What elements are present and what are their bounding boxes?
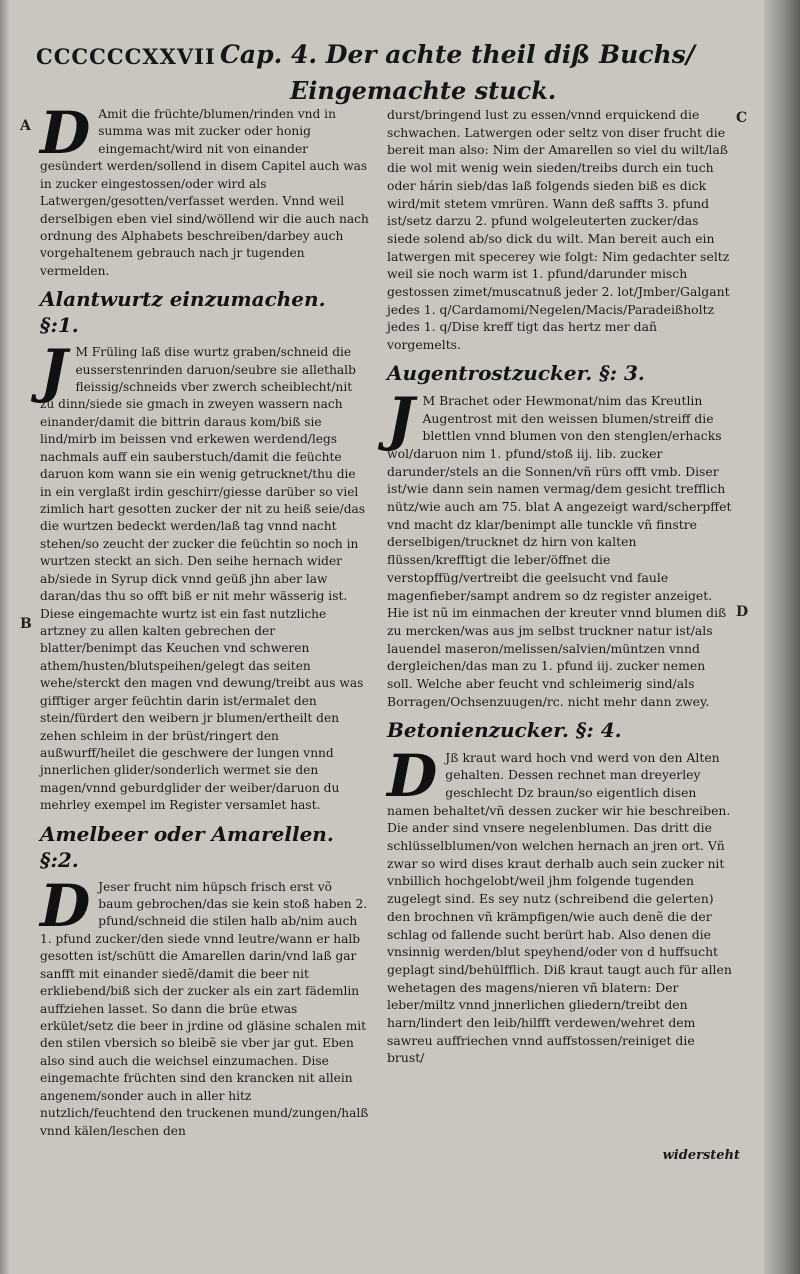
margin-mark-d: D [736, 604, 749, 620]
section-1-paragraph [40, 337, 370, 814]
margin-mark-b: B [20, 616, 32, 632]
page-left-edge [0, 0, 10, 1274]
section-2-text: Jeser frucht nim hüpsch frisch erst võ baum gebrochen/das sie kein stoß haben 2. pfund/schneid die stilen halb ab/nim auch 1. pfund zucker/den siede vnnd leutre/wann er halb gesotten ist/schütt die Amarellen darin/vnd laß gar sanfft mit einander siedẽ/damit die beer nit erkliebend/biß sich der zucker als ein zart fädemlin auffziehen lasset. So dann die brüe etwas erkület/setz die beer in jrdine od gläsine schalen mit den stilen vbersich so bleibẽ sie vber jar gut. Eben also sind auch die weichsel einzumachen. Dise eingemachte früchten sind den krancken nit allein angenem/sonder auch in aller hitz nutzlich/feuchtend den truckenen mund/zungen/halß vnnd kälen/leschen den [40, 879, 369, 1138]
section-heading-3: Augentrostzucker. §: 3. [387, 360, 645, 385]
chapter-subtitle: Eingemachte stuck. [290, 76, 557, 105]
drop-initial: D [387, 741, 438, 810]
intro-text: Amit die früchte/blumen/rinden vnd in summa was mit zucker oder honig eingemacht/wird nit von einander gesündert werden/sollend in disem Capitel auch was in zucker eingestossen/oder wird als Latwergen/gesotten/verfasset werden. Vnnd weil derselbigen eben viel sind/wöllend wir die auch nach ordnung des Alphabets beschreiben/darbey auch vorgehaltenem gebrauch nach jr tugenden vermelden. [40, 107, 369, 278]
drop-initial: D [40, 99, 91, 167]
left-column [40, 99, 370, 1140]
section-4-text: Jß kraut ward hoch vnd werd von den Alten gehalten. Dessen rechnet man dreyerley geschlecht Dz braun/so eigentlich disen namen behaltet/vñ dessen zucker wir hie beschreiben. Die ander sind vnsere negelenblumen. Das dritt die schlüsselblumen/von welchen hernach an jren ort. Vñ zwar so wird dises kraut derhalb auch sein zucker nit vnbillich hochgelobt/weil jhm folgende tugenden zugelegt sind. Es sey nutz (schreibend die gelerten) den brochnen vñ krämpfigen/wie auch denẽ die der schlag od fallende sucht berürt hab. Also denen die vnsinnig werden/blut speyhend/oder von d huffsucht geplagt sind/behülfflich. Diß kraut taugt auch für allen wehetagen des magens/nieren vñ blatern: Der leber/miltz vnnd jnnerlichen gliedern/treibt den harn/lindert den leib/hilfft verdewen/wehret dem sawreu auffriechen vnnd auffstossen/reiniget die brust/ [387, 749, 732, 1066]
intro-paragraph [40, 99, 370, 280]
section-3-text: M Brachet oder Hewmonat/nim das Kreutlin Augentrost mit den weissen blumen/streiff die blettlen vnnd blumen von den stenglen/erhacks wol/daruon nim 1. pfund/stoß iij. lib. zucker darunder/stels an die Sonnen/vñ rürs offt vmb. Diser ist/wie dann sein namen vermag/dem gesicht trefflich nütz/wie auch am 75. blat A angezeigt ward/scherpffet vnd macht dz klar/benimpt alle tunckle vñ finstre derselbigen/trucknet dz hirn von kalten flüssen/krefftigt die leber/öffnet die verstopffüg/vertreibt die geelsucht vnd faule magenfieber/sampt andrem so dz register anzeiget. Hie ist nũ im einmachen der kreuter vnnd blumen diß zu mercken/was aus jm selbst truckner natur ist/als lauendel maseron/melissen/salvien/müntzen vnnd dergleichen/das man zu 1. pfund iij. zucker nemen soll. Welche aber feucht vnd schleimerig sind/als Borragen/Ochsenzuugen/rc. nicht mehr dann zwey. [387, 392, 732, 709]
page-header [32, 38, 752, 72]
running-title: Cap. 4. Der achte theil diß Buchs/ [220, 40, 695, 69]
section-heading-1: Alantwurtz einzumachen. §:1. [40, 287, 326, 338]
margin-mark-a: A [20, 118, 31, 134]
page-gutter-shadow [764, 0, 800, 1274]
drop-initial: D [40, 871, 91, 940]
section-4-paragraph [387, 741, 733, 1068]
section-heading-4: Betonienzucker. §: 4. [387, 717, 622, 742]
margin-mark-c: C [736, 110, 748, 126]
folio-number: CCCCCCXXVII [36, 44, 216, 69]
catchword: widersteht [662, 1148, 740, 1163]
section-3-paragraph [387, 384, 733, 711]
continued-paragraph: durst/bringend lust zu essen/vnnd erquickend die schwachen. Latwergen oder seltz von diser frucht die bereit man also: Nim der Amarellen so viel du wilt/laß die wol mit wenig wein sieden/treibs durch ein tuch oder hárin sieb/das laß folgends sieden biß es dick wird/mit stetem vmrüren. Wann deß saffts 3. pfund ist/setz darzu 2. pfund wolgeleuterten zucker/das siede solend ab/so dick du wilt. Man bereit auch ein latwergen mit specerey wie folgt: Nim gedachter seltz weil sie noch warm ist 1. pfund/darunder misch gestossen zimet/muscatnuß jeder 2. lot/Jmber/Galgant jedes 1. q/Cardamomi/Negelen/Macis/Paradeißholtz jedes 1. q/Dise kreff tigt das hertz mer dañ vorgemelts. [387, 107, 730, 353]
drop-initial: J [387, 384, 415, 453]
right-column [387, 106, 733, 1067]
drop-initial: J [40, 337, 68, 406]
section-1-text: M Früling laß dise wurtz graben/schneid die eusserstenrinden daruon/seubre sie allethalb fleissig/schneids vber zwerch scheiblecht/nit zu dinn/siede sie gmach in zweyen wassern nach einander/damit die bittrin daraus kom/biß sie lind/mirb im beissen vnd erkewen werdend/legs nachmals auff ein sauberstuch/damit die feüchte daruon kom wann sie ein wenig getrucknet/thu die in ein verglaßt irdin geschirr/giesse darüber so viel zimlich hart gesotten zucker der nit zu heiß seie/das die wurtzen bedeckt werden/laß tag vnnd nacht stehen/so zeucht der zucker die feüchtin so noch in wurtzen steckt an sich. Den seihe hernach wider ab/siede in Syrup dick vnnd geüß jhn aber law daran/das thu so offt biß er nit mehr wässerig ist. Diese eingemachte wurtz ist ein fast nutzliche artzney zu allen kalten gebrechen der blatter/benimpt das Keuchen vnd schweren athem/husten/blutspeihen/gelegt das seiten wehe/sterckt den magen vnd dewung/treibt aus was gifftiger arger feüchtin darin ist/ermalet den stein/fürdert den weibern jr blumen/ertheilt den zehen schleim in der brüst/ringert den außwurff/heilet die geschwere der lungen vnnd jnnerlichen glider/sonderlich wermet sie den magen/vnnd geburdglider der weiber/daruon du mehrley exempel im Register versamlet hast. [40, 345, 366, 813]
section-2-paragraph [40, 871, 370, 1140]
section-heading-2: Amelbeer oder Amarellen. §:2. [40, 821, 334, 872]
